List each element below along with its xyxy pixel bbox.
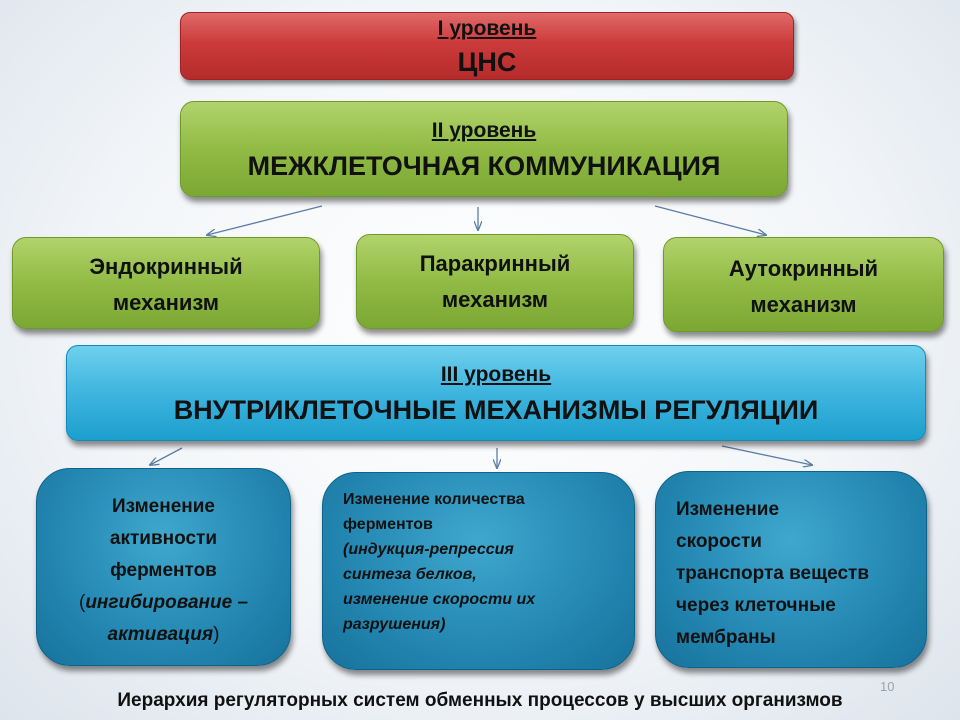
arrow-to-enzyme-activity (150, 448, 182, 465)
endocrine-line1: Эндокринный (89, 254, 243, 279)
enzyme-activity-open-paren: ( (78, 592, 86, 613)
level-1-box (180, 12, 794, 80)
enzyme-activity-italic-2: активация (107, 624, 214, 645)
enzyme-amount-italic-1: (индукция-репрессия (343, 541, 514, 558)
slide-caption: Иерархия регуляторных систем обменных процессов у высших организмов (117, 690, 843, 711)
arrow-to-transport (722, 446, 812, 465)
transport-line3: транспорта веществ (676, 563, 870, 584)
transport-line4: через клеточные (676, 595, 836, 616)
enzyme-activity-line2: активности (109, 528, 218, 549)
autocrine-line1: Аутокринный (728, 256, 879, 281)
enzyme-amount-italic-3: изменение скорости их (343, 591, 536, 608)
transport-line2: скорости (676, 531, 762, 552)
enzyme-amount-line2: ферментов (343, 516, 433, 533)
transport-line5: мембраны (676, 627, 776, 648)
autocrine-mechanism-box (663, 237, 944, 332)
enzyme-amount-box (322, 472, 635, 670)
endocrine-mechanism-box (12, 237, 320, 329)
level-1-title: ЦНС (457, 47, 517, 77)
paracrine-line1: Паракринный (419, 251, 571, 276)
level-2-box (180, 101, 788, 197)
level-3-title: ВНУТРИКЛЕТОЧНЫЕ МЕХАНИЗМЫ РЕГУЛЯЦИИ (173, 395, 819, 425)
enzyme-amount-line1: Изменение количества (343, 491, 525, 508)
endocrine-line2: механизм (112, 290, 220, 315)
paracrine-line2: механизм (441, 287, 549, 312)
transport-line1: Изменение (676, 499, 780, 520)
arrow-to-endocrine (207, 206, 322, 235)
enzyme-activity-line1: Изменение (111, 496, 215, 517)
membrane-transport-box (655, 471, 927, 668)
page-number: 10 (880, 679, 895, 694)
enzyme-activity-italic-1: ингибирование – (85, 592, 249, 613)
level-3-box (66, 345, 926, 441)
enzyme-amount-italic-4: разрушения) (343, 616, 446, 633)
enzyme-activity-box (36, 468, 291, 666)
level-1-label: I уровень (437, 17, 537, 40)
autocrine-line2: механизм (750, 292, 857, 317)
enzyme-activity-close-paren: ) (213, 624, 220, 645)
level-2-label: II уровень (431, 119, 537, 142)
level-2-title: МЕЖКЛЕТОЧНАЯ КОММУНИКАЦИЯ (247, 151, 721, 181)
paracrine-mechanism-box (356, 234, 634, 329)
enzyme-amount-italic-2: синтеза белков, (343, 566, 477, 583)
enzyme-activity-line3: ферментов (110, 560, 217, 581)
level-3-label: III уровень (440, 363, 552, 386)
arrow-to-autocrine (655, 206, 766, 235)
